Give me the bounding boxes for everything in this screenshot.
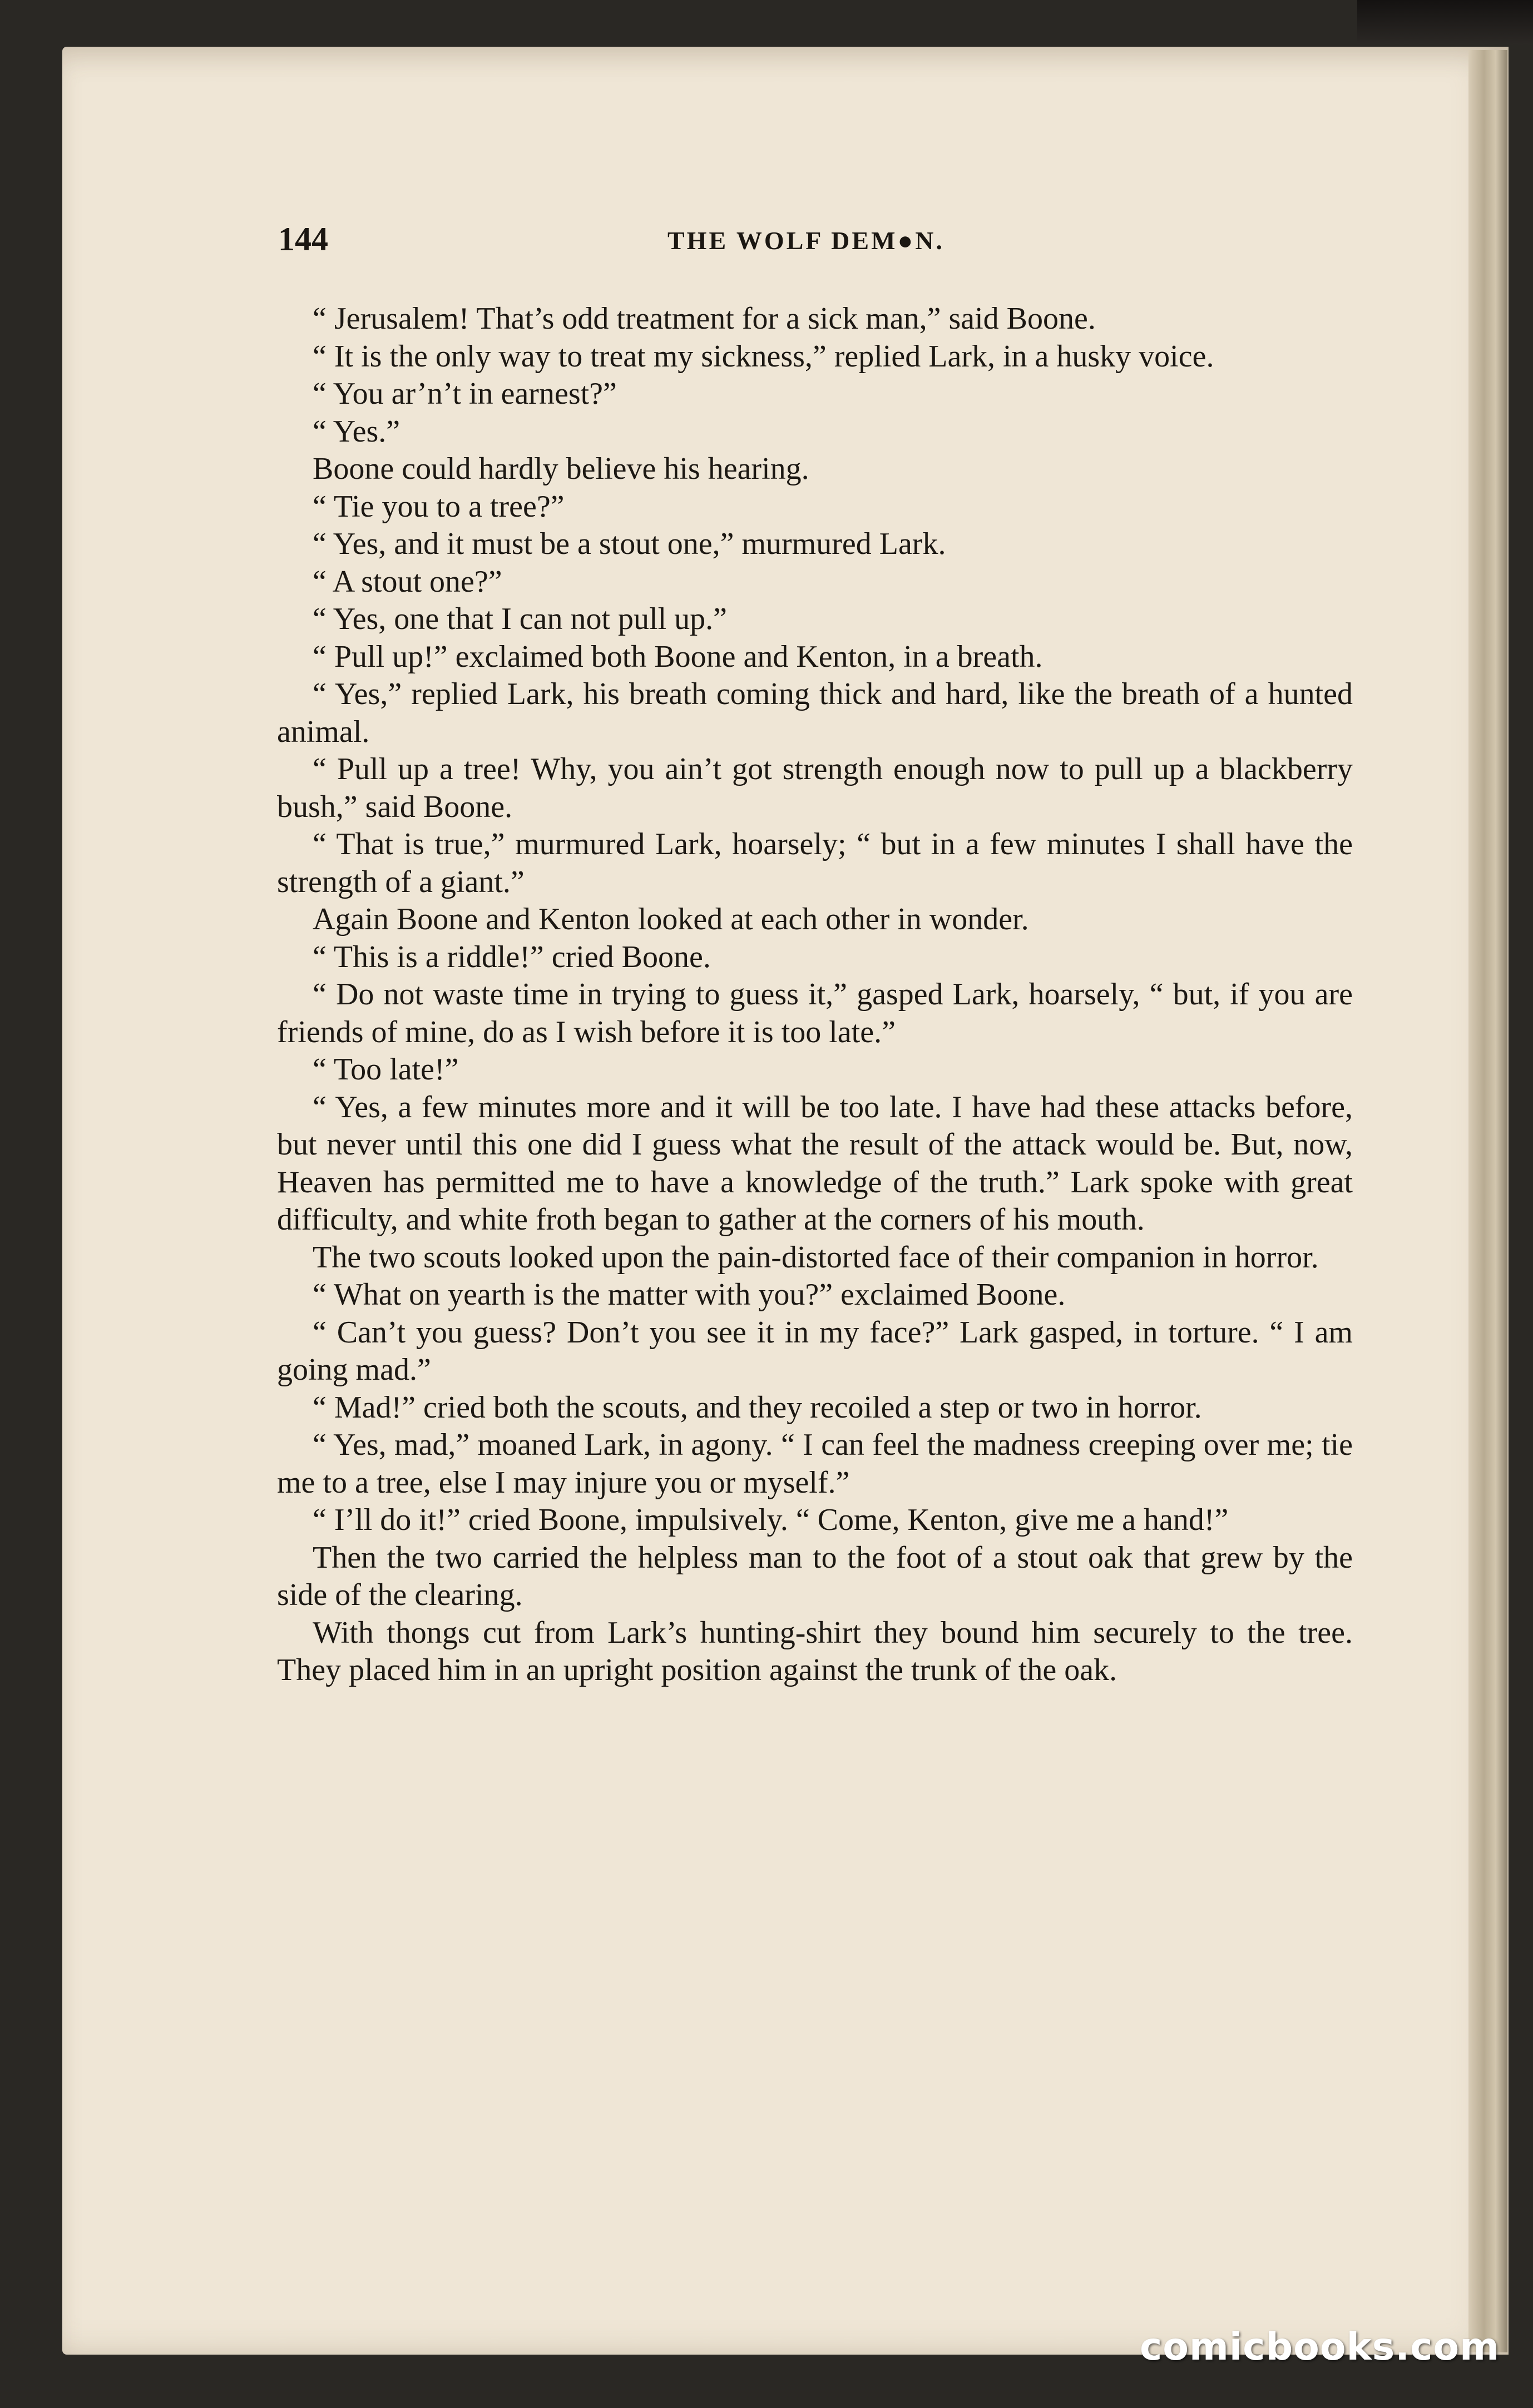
paragraph: With thongs cut from Lark’s hunting-shirt they bound him securely to the tree. They placed him in an upright position against the trunk of the oak. (277, 1615, 1353, 1687)
paragraph: “ Yes.” (313, 414, 400, 449)
paragraph: “ Too late!” (313, 1052, 459, 1087)
paragraph: “ What on yearth is the matter with you?” exclaimed Boone. (313, 1277, 1066, 1312)
page-header (278, 220, 1391, 259)
page-edge (1468, 50, 1507, 2352)
paragraph: Boone could hardly believe his hearing. (313, 452, 809, 486)
running-title: THE WOLF DEM●N. (667, 226, 944, 255)
paragraph: “ Pull up!” exclaimed both Boone and Kenton, in a breath. (313, 639, 1043, 674)
paragraph: Again Boone and Kenton looked at each other in wonder. (313, 902, 1029, 937)
body-text (277, 300, 1353, 1689)
paragraph: “ Jerusalem! That’s odd treatment for a sick man,” said Boone. (313, 301, 1096, 336)
paragraph: “ Yes, mad,” moaned Lark, in agony. “ I can feel the madness creeping over me; tie me to a tree, else I may injure you or myself.” (277, 1428, 1353, 1500)
watermark: comicbooks.com (1139, 2325, 1500, 2369)
paragraph: “ Yes, one that I can not pull up.” (313, 602, 727, 636)
paragraph: The two scouts looked upon the pain-distorted face of their companion in horror. (313, 1240, 1319, 1275)
paragraph: “ Do not waste time in trying to guess it,” gasped Lark, hoarsely, “ but, if you are friends of mine, do as I wish before it is too late.” (277, 977, 1353, 1049)
paragraph: “ It is the only way to treat my sickness,” replied Lark, in a husky voice. (313, 339, 1214, 374)
paragraph: “ Yes, a few minutes more and it will be too late. I have had these attacks before, but never until this one did I guess what the result of the attack would be. But, now, Heaven has permitted me to have a knowledge of the truth.” Lark spoke with great difficulty, and white froth began to gather at the corners of his mouth. (277, 1089, 1353, 1237)
paragraph: Then the two carried the helpless man to the foot of a stout oak that grew by the side of the clearing. (277, 1540, 1353, 1612)
paragraph: “ I’ll do it!” cried Boone, impulsively. “ Come, Kenton, give me a hand!” (313, 1503, 1229, 1537)
page-number: 144 (278, 221, 328, 257)
paragraph: “ That is true,” murmured Lark, hoarsely; “ but in a few minutes I shall have the strength of a giant.” (277, 827, 1353, 899)
book-spine-shadow (1357, 0, 1533, 44)
paragraph: “ This is a riddle!” cried Boone. (313, 939, 711, 974)
paragraph: “ Tie you to a tree?” (313, 489, 565, 524)
paragraph: “ Yes, and it must be a stout one,” murmured Lark. (313, 527, 946, 561)
paragraph: “ Can’t you guess? Don’t you see it in my face?” Lark gasped, in torture. “ I am going mad.” (277, 1315, 1353, 1387)
paragraph: “ A stout one?” (313, 564, 502, 599)
paragraph: “ Mad!” cried both the scouts, and they recoiled a step or two in horror. (313, 1390, 1202, 1425)
paragraph: “ Pull up a tree! Why, you ain’t got strength enough now to pull up a blackberry bush,” said Boone. (277, 752, 1353, 824)
paragraph: “ You ar’n’t in earnest?” (313, 376, 617, 411)
paragraph: “ Yes,” replied Lark, his breath coming thick and hard, like the breath of a hunted animal. (277, 677, 1353, 749)
